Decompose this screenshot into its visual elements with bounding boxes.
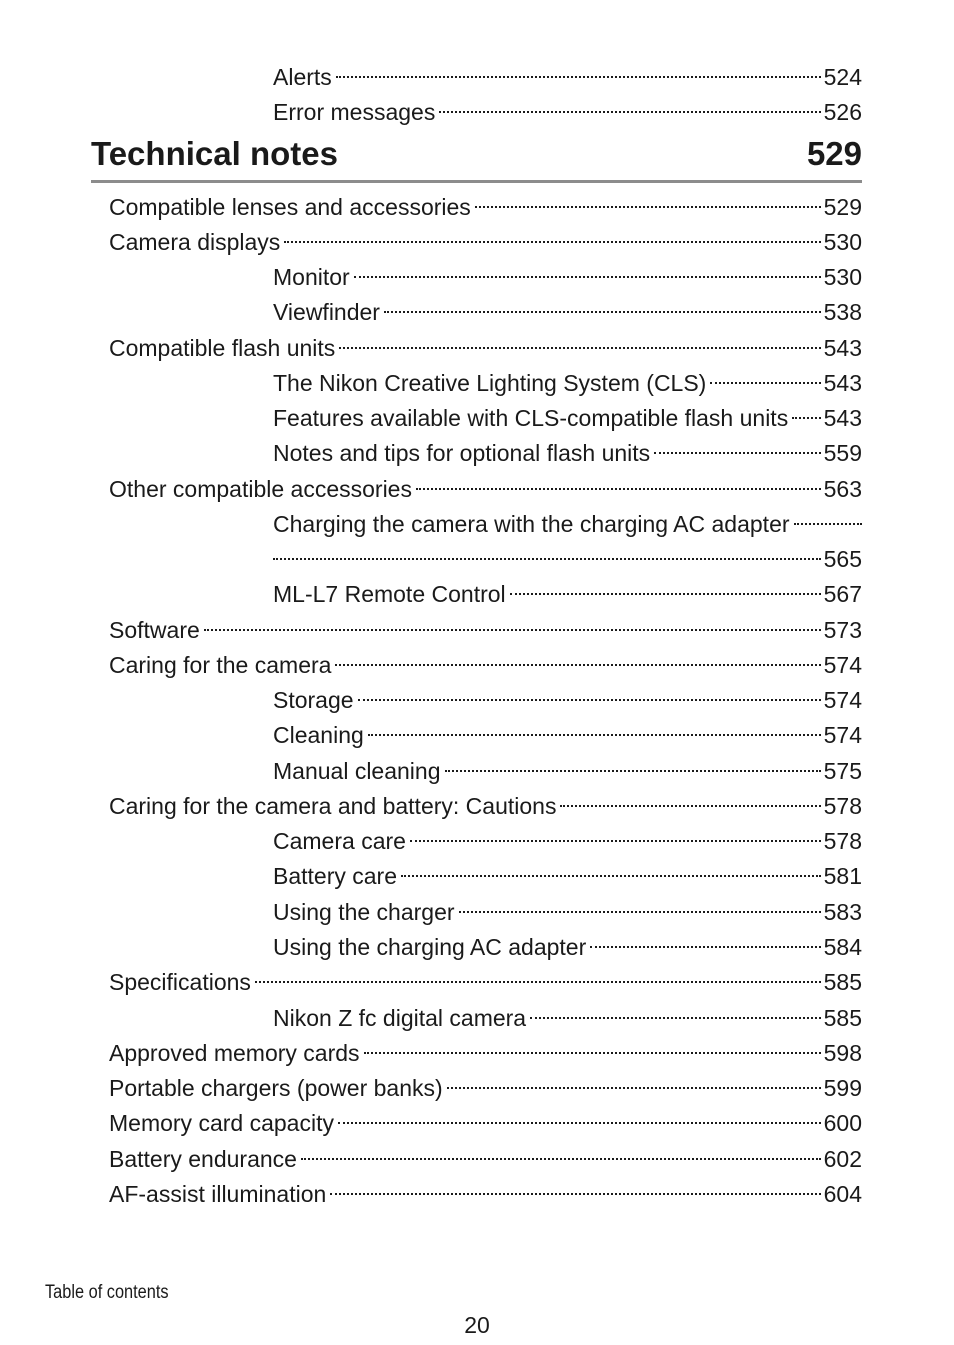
toc-entry-label: AF-assist illumination — [109, 1181, 327, 1207]
dot-leader — [335, 643, 820, 673]
toc-entry-cls-features[interactable] — [273, 396, 862, 431]
page-number: 20 — [464, 1312, 490, 1338]
toc-entry-cautions[interactable] — [109, 784, 862, 819]
toc-entry-label: Nikon Z fc digital camera — [273, 1005, 527, 1031]
toc-entry-cleaning[interactable] — [273, 713, 862, 748]
toc-entry-camera-displays[interactable] — [109, 220, 862, 255]
toc-entry-page: 563 — [823, 476, 862, 502]
toc-entry-label: ML-L7 Remote Control — [273, 581, 506, 607]
toc-entry-charging-ac-adapter-continued[interactable] — [273, 537, 862, 572]
toc-entry-page: 574 — [823, 652, 862, 678]
dot-leader — [792, 396, 820, 426]
dot-leader — [364, 1031, 821, 1061]
toc-entry-page: 575 — [823, 758, 862, 784]
dot-leader — [445, 749, 821, 779]
toc-entry-label: Caring for the camera — [109, 652, 332, 678]
toc-entry-label: Battery care — [273, 863, 397, 889]
toc-entry-memory-cards[interactable] — [109, 1031, 862, 1066]
dot-leader — [354, 255, 821, 285]
toc-entry-label: Software — [109, 617, 200, 643]
toc-entry-page: 600 — [823, 1110, 862, 1136]
dot-leader — [338, 1101, 821, 1131]
dot-leader — [255, 960, 821, 990]
toc-entry-page: 565 — [823, 546, 862, 572]
toc-entry-label: Compatible flash units — [109, 335, 336, 361]
dot-leader — [358, 678, 821, 708]
toc-entry-page: 559 — [823, 440, 862, 466]
section-title: Technical notes — [91, 135, 338, 172]
dot-leader — [330, 1172, 820, 1202]
toc-entry-using-ac-adapter[interactable] — [273, 925, 862, 960]
toc-entry-label: Approved memory cards — [109, 1040, 360, 1066]
toc-entry-page: 543 — [823, 370, 862, 396]
toc-entry-page: 585 — [823, 1005, 862, 1031]
dot-leader — [439, 90, 820, 120]
dot-leader — [401, 854, 821, 884]
toc-entry-label: Camera displays — [109, 229, 281, 255]
toc-entry-label: Using the charging AC adapter — [273, 934, 587, 960]
dot-leader — [459, 890, 821, 920]
dot-leader — [410, 819, 821, 849]
toc-entry-label: Viewfinder — [273, 299, 380, 325]
toc-entry-label: Manual cleaning — [273, 758, 441, 784]
toc-entry-nikon-z-fc[interactable] — [273, 996, 862, 1031]
toc-entry-page: 578 — [823, 828, 862, 854]
section-page: 529 — [806, 135, 862, 172]
toc-entry-page: 543 — [823, 405, 862, 431]
toc-entry-label: The Nikon Creative Lighting System (CLS) — [273, 370, 707, 396]
section-divider — [91, 180, 862, 183]
dot-leader — [273, 537, 821, 567]
dot-leader — [794, 502, 862, 532]
dot-leader — [339, 326, 820, 356]
dot-leader — [336, 55, 821, 85]
section-heading[interactable] — [91, 132, 862, 176]
toc-entry-label: Cleaning — [273, 722, 364, 748]
toc-entry-charging-ac-adapter[interactable] — [273, 502, 862, 537]
dot-leader — [301, 1137, 821, 1167]
toc-entry-label: Caring for the camera and battery: Cautions — [109, 793, 557, 819]
toc-entry-software[interactable] — [109, 608, 862, 643]
toc-entry-compatible-flash-units[interactable] — [109, 326, 862, 361]
dot-leader — [710, 361, 820, 391]
dot-leader — [654, 431, 820, 461]
toc-entry-label: Charging the camera with the charging AC adapter — [273, 511, 790, 537]
footer-label[interactable]: Table of contents — [45, 1282, 169, 1303]
toc-entry-using-charger[interactable] — [273, 890, 862, 925]
toc-entry-error-messages[interactable] — [273, 90, 862, 125]
dot-leader — [560, 784, 820, 814]
toc-entry-battery-care[interactable] — [273, 854, 862, 889]
dot-leader — [416, 467, 821, 497]
toc-entry-label: Compatible lenses and accessories — [109, 194, 471, 220]
toc-entry-other-accessories[interactable] — [109, 467, 862, 502]
toc-entry-battery-endurance[interactable] — [109, 1137, 862, 1172]
toc-entry-label: Battery endurance — [109, 1146, 297, 1172]
dot-leader — [384, 290, 821, 320]
toc-entry-viewfinder[interactable] — [273, 290, 862, 325]
toc-entry-label: Monitor — [273, 264, 350, 290]
toc-entry-alerts[interactable] — [273, 55, 862, 90]
toc-entry-page: 599 — [823, 1075, 862, 1101]
toc-entry-page: 584 — [823, 934, 862, 960]
toc-entry-portable-chargers[interactable] — [109, 1066, 862, 1101]
toc-entry-label: Using the charger — [273, 899, 455, 925]
toc-entry-page: 529 — [823, 194, 862, 220]
toc-entry-manual-cleaning[interactable] — [273, 749, 862, 784]
toc-entry-specifications[interactable] — [109, 960, 862, 995]
dot-leader — [284, 220, 820, 250]
toc-entry-page: 574 — [823, 722, 862, 748]
toc-entry-monitor[interactable] — [273, 255, 862, 290]
toc-entry-label: Notes and tips for optional flash units — [273, 440, 651, 466]
dot-leader — [475, 185, 821, 215]
toc-entry-label: Storage — [273, 687, 354, 713]
toc-entry-storage[interactable] — [273, 678, 862, 713]
toc-entry-page: 543 — [823, 335, 862, 361]
toc-entry-label: Specifications — [109, 969, 251, 995]
toc-entry-page: 567 — [823, 581, 862, 607]
toc-entry-cls[interactable] — [273, 361, 862, 396]
dot-leader — [204, 608, 821, 638]
toc-entry-page: 585 — [823, 969, 862, 995]
toc-entry-memory-card-capacity[interactable] — [109, 1101, 862, 1136]
toc-entry-page: 604 — [823, 1181, 862, 1207]
toc-entry-label: Portable chargers (power banks) — [109, 1075, 443, 1101]
toc-entry-page: 526 — [823, 99, 862, 125]
toc-entry-caring-for-camera[interactable] — [109, 643, 862, 678]
toc-entry-af-assist[interactable] — [109, 1172, 862, 1207]
toc-entry-page: 578 — [823, 793, 862, 819]
toc-entry-label: Alerts — [273, 64, 332, 90]
toc-entry-label: Error messages — [273, 99, 436, 125]
dot-leader — [447, 1066, 821, 1096]
toc-entry-page: 524 — [823, 64, 862, 90]
toc-entry-page: 530 — [823, 229, 862, 255]
toc-entry-label: Camera care — [273, 828, 406, 854]
toc-entry-flash-notes[interactable] — [273, 431, 862, 466]
toc-entry-page: 573 — [823, 617, 862, 643]
toc-entry-page: 602 — [823, 1146, 862, 1172]
dot-leader — [590, 925, 820, 955]
dot-leader — [510, 572, 821, 602]
toc-entry-ml-l7-remote[interactable] — [273, 572, 862, 607]
toc-entry-camera-care[interactable] — [273, 819, 862, 854]
toc-entry-page: 583 — [823, 899, 862, 925]
toc-entry-page: 581 — [823, 863, 862, 889]
toc-entry-page: 574 — [823, 687, 862, 713]
toc-entry-label: Other compatible accessories — [109, 476, 412, 502]
toc-entry-compatible-lenses[interactable] — [109, 185, 862, 220]
toc-entry-page: 598 — [823, 1040, 862, 1066]
dot-leader — [530, 996, 821, 1026]
toc-entry-label: Memory card capacity — [109, 1110, 334, 1136]
dot-leader — [368, 713, 821, 743]
toc-entry-page: 530 — [823, 264, 862, 290]
toc-entry-page: 538 — [823, 299, 862, 325]
toc-entry-label: Features available with CLS-compatible flash units — [273, 405, 789, 431]
